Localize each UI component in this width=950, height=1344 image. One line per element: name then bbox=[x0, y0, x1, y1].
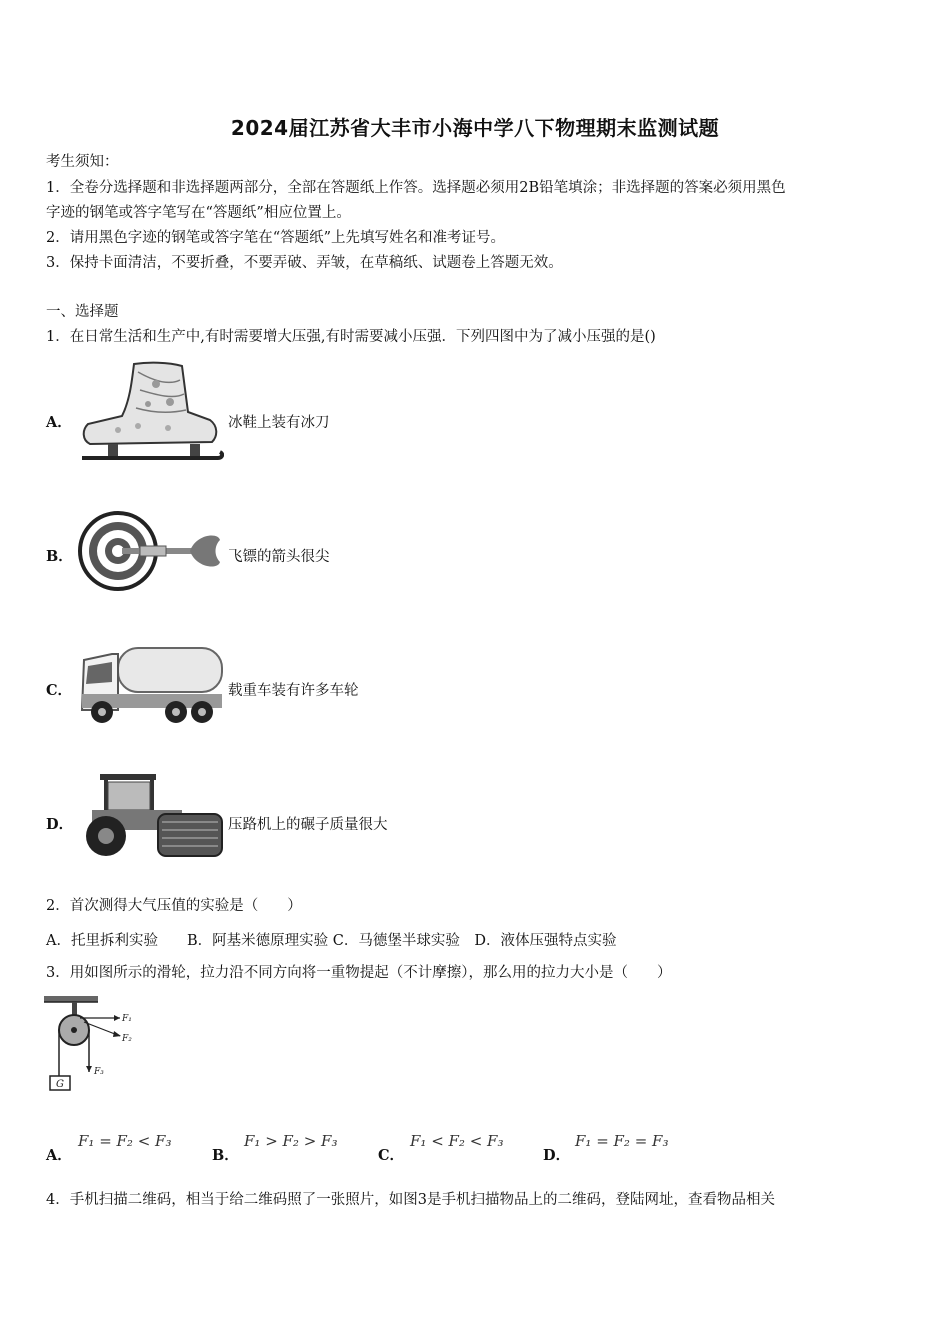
ice-skate-icon bbox=[78, 360, 224, 466]
q3-option-b-letter: B． bbox=[212, 1147, 239, 1164]
q3-option-a-formula: F₁ = F₂ < F₃ bbox=[78, 1132, 172, 1150]
q3-option-c-formula: F₁ < F₂ < F₃ bbox=[410, 1132, 504, 1150]
q1-option-a-letter: A． bbox=[46, 414, 72, 431]
section-heading: 一、选择题 bbox=[46, 304, 119, 320]
question-3-stem: 3．用如图所示的滑轮，拉力沿不同方向将一重物提起（不计摩擦），那么用的拉力大小是（ ） bbox=[46, 965, 672, 981]
weight-label: G bbox=[56, 1079, 64, 1090]
q3-option-b-formula: F₁ > F₂ > F₃ bbox=[244, 1132, 338, 1150]
q1-option-b-text: 飞镖的箭头很尖 bbox=[228, 549, 330, 565]
force-label-f1: F₁ bbox=[122, 1014, 132, 1024]
notice-item-1: 1．全卷分选择题和非选择题两部分，全部在答题纸上作答。选择题必须用2B铅笔填涂；非选择题的答案必须用黑色 bbox=[46, 180, 786, 196]
q3-option-d-letter: D． bbox=[543, 1147, 571, 1164]
q1-option-b-letter: B． bbox=[46, 548, 73, 565]
q1-option-c-letter: C． bbox=[46, 682, 73, 699]
question-4-stem: 4．手机扫描二维码，相当于给二维码照了一张照片，如图3是手机扫描物品上的二维码，登陆网址，查看物品相关 bbox=[46, 1192, 775, 1208]
force-label-f2: F₂ bbox=[122, 1034, 132, 1044]
notice-item-2: 2．请用黑色字迹的钢笔或答字笔在“答题纸”上先填写姓名和准考证号。 bbox=[46, 230, 506, 246]
dart-icon bbox=[78, 510, 224, 592]
q1-option-c-text: 载重车装有许多车轮 bbox=[228, 683, 359, 699]
q3-option-a-letter: A． bbox=[46, 1147, 72, 1164]
q3-option-d-formula: F₁ = F₂ = F₃ bbox=[575, 1132, 669, 1150]
question-2-stem: 2．首次测得大气压值的实验是（ ） bbox=[46, 898, 302, 914]
road-roller-icon bbox=[78, 770, 224, 862]
q1-option-d-text: 压路机上的碾子质量很大 bbox=[228, 817, 388, 833]
question-2-options: A．托里拆利实验 B．阿基米德原理实验 C．马德堡半球实验 D．液体压强特点实验 bbox=[46, 933, 617, 949]
q3-option-c-letter: C． bbox=[378, 1147, 405, 1164]
question-1-stem: 1．在日常生活和生产中,有时需要增大压强,有时需要减小压强．下列四图中为了减小压强的是() bbox=[46, 329, 656, 345]
force-label-f3: F₃ bbox=[94, 1067, 104, 1077]
notice-item-3: 3．保持卡面清洁，不要折叠，不要弄破、弄皱，在草稿纸、试题卷上答题无效。 bbox=[46, 255, 563, 271]
pulley-diagram bbox=[44, 996, 144, 1100]
q1-option-a-text: 冰鞋上装有冰刀 bbox=[228, 415, 330, 431]
page-title: 2024届江苏省大丰市小海中学八下物理期末监测试题 bbox=[230, 116, 720, 140]
truck-icon bbox=[78, 640, 224, 726]
notice-heading: 考生须知： bbox=[46, 154, 119, 170]
q1-option-d-letter: D． bbox=[46, 816, 74, 833]
notice-item-1-cont: 字迹的钢笔或答字笔写在“答题纸”相应位置上。 bbox=[46, 205, 351, 221]
